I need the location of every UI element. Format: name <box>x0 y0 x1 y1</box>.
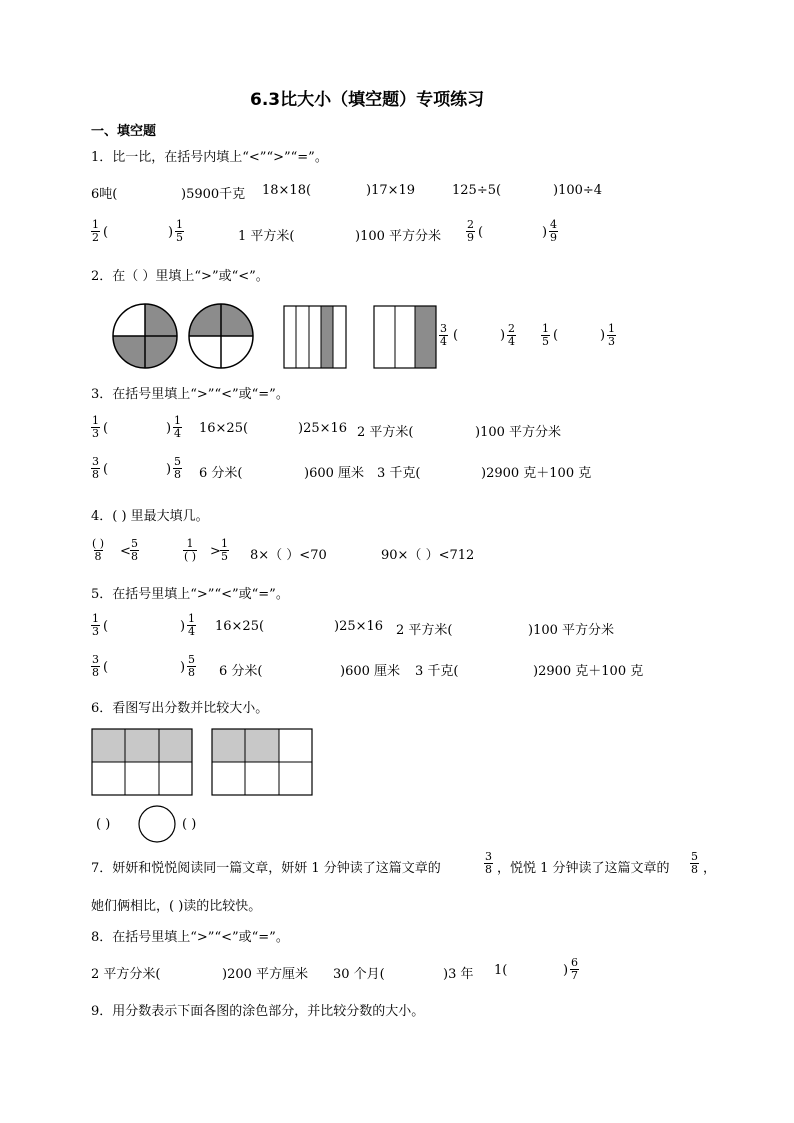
q8-prompt: 8．在括号里填上“>”“<”或“=”。 <box>91 930 289 945</box>
q8-item: 30 个月( <box>333 967 385 982</box>
fraction-2-4: $\frac{2}{4}$ <box>508 322 515 348</box>
q1-item: )100 平方分米 <box>355 229 442 244</box>
fraction-1-5: $\frac{1}{5}$ <box>542 322 549 348</box>
compare-circle <box>139 806 175 842</box>
fraction-2-9: $\frac{2}{9}$ <box>467 218 474 244</box>
q3-item: 3 千克( <box>377 466 421 481</box>
fraction-3-4: $\frac{3}{4}$ <box>440 322 447 348</box>
q8-item: )200 平方厘米 <box>222 967 309 982</box>
q7-text: ，悦悦 1 分钟读了这篇文章的 <box>497 861 670 876</box>
q5-prompt: 5．在括号里填上“>”“<”或“=”。 <box>91 587 289 602</box>
q5-item: )2900 克＋100 克 <box>533 664 644 679</box>
q5-item: 6 分米( <box>219 664 263 679</box>
fraction-5-8: $\frac{5}{8}$ <box>691 850 698 876</box>
q3-item: 16×25( <box>199 421 249 436</box>
fraction-1-5: $\frac{1}{5}$ <box>176 218 183 244</box>
fraction-6-7: $\frac{6}{7}$ <box>571 956 578 982</box>
q8-item: 2 平方分米( <box>91 967 161 982</box>
paren-open: ( <box>103 660 109 675</box>
q3-item: 6 分米( <box>199 466 243 481</box>
fraction-3-8: $\frac{3}{8}$ <box>92 455 99 481</box>
fraction-1-blank: 1 ( ) <box>184 537 197 563</box>
answer-blank-left[interactable]: ( ) <box>96 817 111 832</box>
paren-open: ( <box>553 328 559 343</box>
fraction-1-3: $\frac{1}{3}$ <box>92 612 99 638</box>
q3-item: 2 平方米( <box>357 425 414 440</box>
fraction-5-8: $\frac{5}{8}$ <box>174 455 181 481</box>
paren-open: ( <box>453 328 459 343</box>
q1-item: 1 平方米( <box>238 229 295 244</box>
fraction-1-2: $\frac{1}{2}$ <box>92 218 99 244</box>
paren-open: ( <box>103 619 109 634</box>
paren-close: ) <box>600 328 606 343</box>
paren-close: ) <box>500 328 506 343</box>
paren-close: ) <box>180 619 186 634</box>
fraction-1-3: $\frac{1}{3}$ <box>92 414 99 440</box>
page-title: 6.3比大小（填空题）专项练习 <box>250 90 485 110</box>
q3-item: )100 平方分米 <box>475 425 562 440</box>
q5-item: )600 厘米 <box>340 664 401 679</box>
q5-item: 2 平方米( <box>396 623 453 638</box>
fraction-3-8: $\frac{3}{8}$ <box>485 850 492 876</box>
q2-prompt: 2．在（ ）里填上“>”或“<”。 <box>91 269 269 284</box>
fraction-1-4: $\frac{1}{4}$ <box>174 414 181 440</box>
q5-item: )100 平方分米 <box>528 623 615 638</box>
fraction-5-8: $\frac{5}{8}$ <box>131 537 138 563</box>
q1-item: )17×19 <box>366 183 416 198</box>
q4-expr: 90×（ ）<712 <box>381 548 475 563</box>
q1-item: 18×18( <box>262 183 312 198</box>
fraction-1-3: $\frac{1}{3}$ <box>608 322 615 348</box>
fraction-3-8: $\frac{3}{8}$ <box>92 653 99 679</box>
q7-text: ， <box>703 861 717 876</box>
q3-item: )2900 克＋100 克 <box>481 466 592 481</box>
q9-prompt: 9．用分数表示下面各图的涂色部分，并比较分数的大小。 <box>91 1004 425 1019</box>
q1-item: )100÷4 <box>553 183 603 198</box>
grid-figure-left <box>92 729 192 795</box>
paren-open: ( <box>103 225 109 240</box>
q8-item: )3 年 <box>443 967 474 982</box>
fraction-4-9: $\frac{4}{9}$ <box>550 218 557 244</box>
paren-close: ) <box>166 421 172 436</box>
paren-close: ) <box>166 462 172 477</box>
q1-item: 6吨( <box>91 187 118 202</box>
q4-prompt: 4．( ) 里最大填几。 <box>91 509 209 524</box>
paren-close: ) <box>542 225 548 240</box>
q3-item: )600 厘米 <box>304 466 365 481</box>
q3-prompt: 3．在括号里填上“>”“<”或“=”。 <box>91 387 289 402</box>
q5-item: 3 千克( <box>415 664 459 679</box>
q1-item: )5900千克 <box>181 187 246 202</box>
q6-prompt: 6．看图写出分数并比较大小。 <box>91 701 269 716</box>
q4-expr: 8×（ ）<70 <box>250 548 327 563</box>
less-than: < <box>120 544 131 559</box>
fraction-5-8: $\frac{5}{8}$ <box>188 653 195 679</box>
greater-than: > <box>210 544 221 559</box>
fraction-1-5: $\frac{1}{5}$ <box>221 537 228 563</box>
q1-prompt: 1．比一比，在括号内填上“<”“>”“=”。 <box>91 150 328 165</box>
paren-open: ( <box>103 421 109 436</box>
q5-item: )25×16 <box>334 619 384 634</box>
grid-figure-right <box>212 729 312 795</box>
paren-close: ) <box>180 660 186 675</box>
q5-item: 16×25( <box>215 619 265 634</box>
answer-blank-right[interactable]: ( ) <box>182 817 197 832</box>
section-heading: 一、填空题 <box>91 124 157 139</box>
q7-text: 7．妍妍和悦悦阅读同一篇文章，妍妍 1 分钟读了这篇文章的 <box>91 861 441 876</box>
q3-item: )25×16 <box>298 421 348 436</box>
fraction-1-4: $\frac{1}{4}$ <box>188 612 195 638</box>
paren-open: ( <box>478 225 484 240</box>
paren-open: ( <box>103 462 109 477</box>
q7-text: 她们俩相比，( )读的比较快。 <box>91 899 262 914</box>
q1-item: 125÷5( <box>452 183 502 198</box>
q8-item: 1( <box>494 963 508 978</box>
q8-item: ) <box>563 963 569 978</box>
paren-close: ) <box>168 225 174 240</box>
fraction-blank-8: ( ) 8 <box>92 537 105 563</box>
